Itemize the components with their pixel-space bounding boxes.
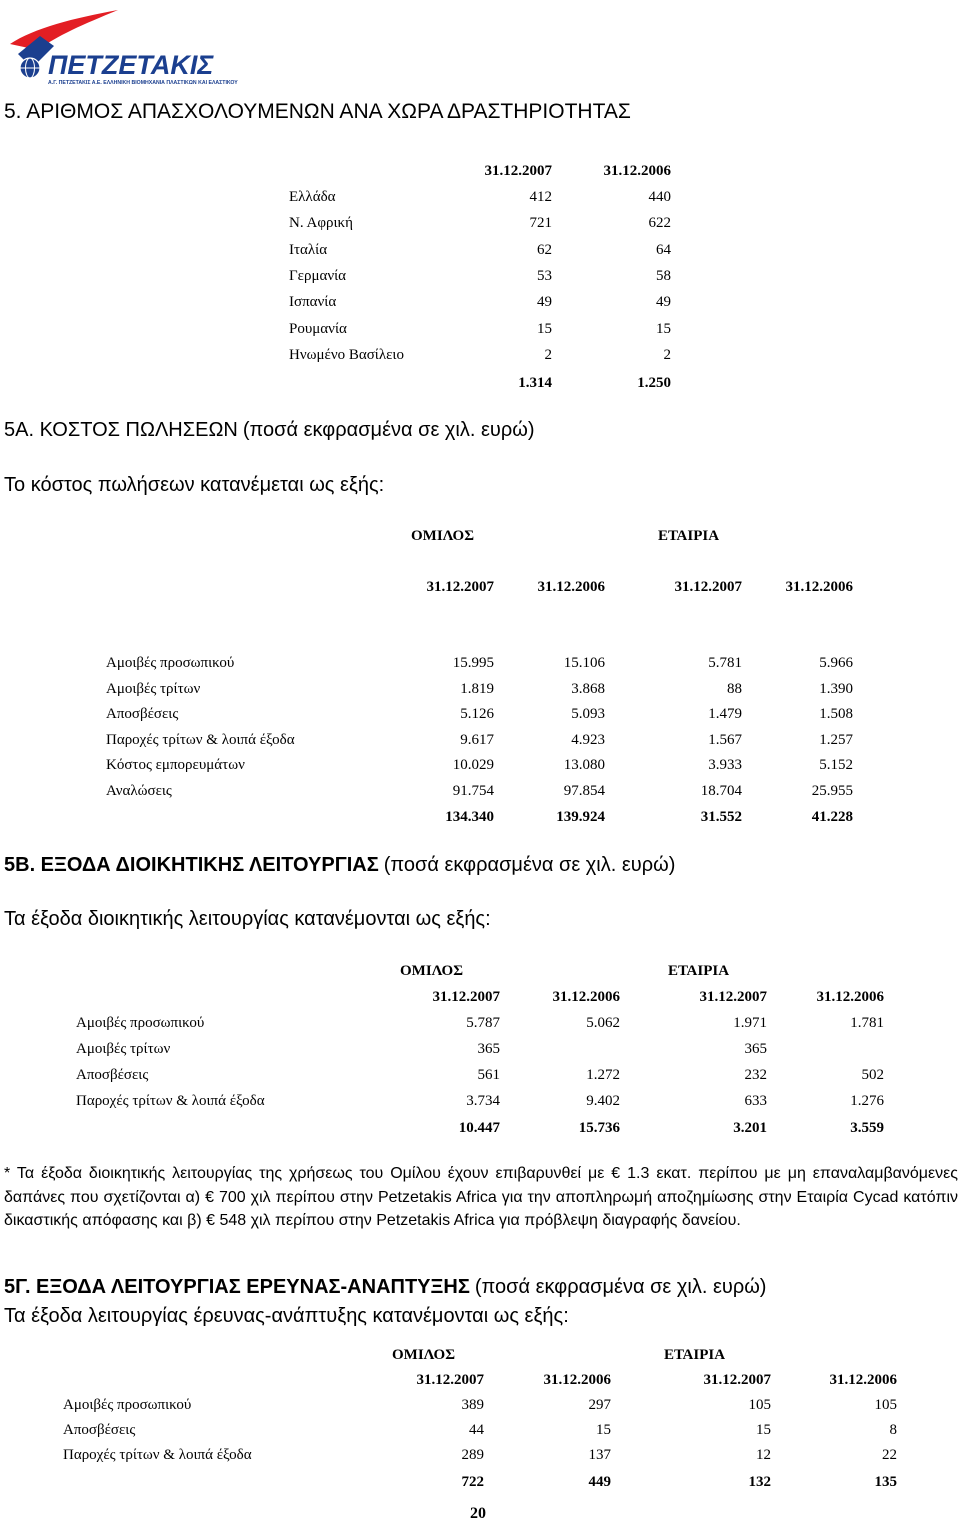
row-label: Ισπανία (289, 294, 337, 311)
column-header: 31.12.2006 (537, 579, 605, 595)
cell-value: 18.704 (700, 782, 742, 799)
cell-value: 15 (656, 320, 671, 337)
row-label: Αμοιβές προσωπικού (106, 655, 235, 671)
cell-value: 1.479 (708, 706, 742, 722)
cell-value: 10.029 (452, 757, 494, 773)
total-value: 132 (748, 1474, 771, 1490)
cell-value: 5.966 (819, 655, 853, 671)
cell-value: 1.257 (819, 731, 853, 748)
cell-value: 440 (648, 189, 671, 205)
cell-value: 502 (861, 1067, 884, 1083)
cell-value: 3.933 (708, 757, 742, 773)
total-value: 134.340 (445, 809, 494, 825)
company-header: ΕΤΑΙΡΙΑ (668, 963, 730, 979)
cell-value: 15.995 (452, 655, 494, 671)
row-label: Παροχές τρίτων & λοιπά έξοδα (76, 1093, 265, 1109)
row-label: Αποσβέσεις (76, 1067, 149, 1083)
cell-value: 1.781 (850, 1015, 884, 1031)
logo-brand-text: ΠΕΤΖΕΤΑΚΙΣ (48, 50, 214, 80)
cell-value: 3.868 (571, 680, 605, 697)
total-value: 1.314 (518, 375, 552, 391)
section-5a-intro: Το κόστος πωλήσεων κατανέμεται ως εξής: (4, 474, 385, 496)
row-label: Παροχές τρίτων & λοιπά έξοδα (106, 731, 295, 748)
cell-value: 105 (874, 1397, 897, 1413)
section-5-title: 5. ΑΡΙΘΜΟΣ ΑΠΑΣΧΟΛΟΥΜΕΝΩΝ ΑΝΑ ΧΩΡΑ ΔΡΑΣΤΗΡΙΟΤΗΤΑΣ (4, 100, 631, 123)
cell-value: 297 (588, 1397, 611, 1413)
column-header: 31.12.2007 (432, 989, 500, 1005)
row-label: Ρουμανία (289, 320, 347, 337)
logo-subtitle-text: Α.Γ. ΠΕΤΖΕΤΑΚΙΣ Α.Ε. ΕΛΛΗΝΙΚΗ ΒΙΟΜΗΧΑΝΙΑ ΠΛΑΣΤΙΚΩΝ ΚΑΙ ΕΛΑΣΤΙΚΟΥ (48, 80, 238, 86)
row-label: Ηνωμένο Βασίλειο (289, 346, 404, 363)
section-5b-title-bold: 5Β. ΕΞΟΔΑ ΔΙΟΙΚΗΤΙΚΗΣ ΛΕΙΤΟΥΡΓΙΑΣ (4, 854, 379, 876)
cell-value: 49 (537, 294, 552, 311)
column-header: 31.12.2007 (484, 163, 552, 179)
cell-value: 1.971 (733, 1015, 767, 1031)
cell-value: 15 (596, 1422, 611, 1438)
cell-value: 15 (537, 320, 552, 337)
cell-value: 721 (529, 215, 552, 232)
total-value: 15.736 (578, 1120, 620, 1136)
cell-value: 22 (882, 1447, 897, 1463)
column-header: 31.12.2007 (426, 579, 494, 595)
column-header: 31.12.2007 (699, 989, 767, 1005)
column-header: 31.12.2006 (552, 989, 620, 1005)
column-header: 31.12.2006 (816, 989, 884, 1005)
section-5b-note: * Τα έξοδα διοικητικής λειτουργίας της χρήσεως του Ομίλου έχουν επιβαρυνθεί με € 1.3 εκατ. περίπου με μη επαναλαμβανόμενες δαπάνες που σχετίζονται α) € 700 χιλ περίπου στην Petzetakis Africa για την αποπληρωμή αποζημίωσης στην Εταιρία Cycad κατόπιν δικαστικής απόφασης και β) € 548 χιλ περίπου στην Petzetakis Africa για πρόβλεψη διαγραφής δανείου. (4, 1165, 958, 1229)
total-value: 31.552 (700, 809, 742, 825)
cell-value: 15.106 (563, 655, 605, 671)
group-header: ΟΜΙΛΟΣ (392, 1347, 456, 1363)
row-label: Γερμανία (289, 267, 347, 284)
row-label: Αποσβέσεις (63, 1422, 136, 1438)
cell-value: 53 (537, 267, 552, 284)
cell-value: 62 (537, 241, 552, 258)
cell-value: 1.390 (819, 680, 853, 697)
cell-value: 25.955 (811, 782, 853, 799)
cell-value: 365 (477, 1041, 500, 1057)
section-5a-title-bold: 5Α. ΚΟΣΤΟΣ ΠΩΛΗΣΕΩΝ (4, 419, 238, 441)
section-5c-title-bold: 5Γ. ΕΞΟΔΑ ΛΕΙΤΟΥΡΓΙΑΣ ΕΡΕΥΝΑΣ-ΑΝΑΠΤΥΞΗΣ (4, 1276, 470, 1298)
total-value: 449 (588, 1474, 611, 1490)
total-value: 135 (874, 1474, 897, 1490)
cell-value: 13.080 (563, 757, 605, 773)
section-5c-title-rest: (ποσά εκφρασμένα σε χιλ. ευρώ) (474, 1276, 767, 1298)
cell-value: 64 (656, 241, 671, 258)
cell-value: 9.617 (460, 731, 494, 748)
cell-value: 12 (756, 1447, 771, 1463)
cell-value: 232 (744, 1067, 767, 1083)
total-value: 41.228 (811, 809, 853, 825)
total-value: 722 (461, 1474, 484, 1490)
row-label: Παροχές τρίτων & λοιπά έξοδα (63, 1447, 252, 1463)
column-header: 31.12.2007 (416, 1372, 484, 1388)
cell-value: 2 (544, 346, 552, 363)
cell-value: 2 (663, 346, 671, 363)
section-5b-intro: Τα έξοδα διοικητικής λειτουργίας κατανέμονται ως εξής: (4, 908, 491, 930)
cell-value: 88 (727, 680, 742, 697)
cell-value: 1.276 (850, 1093, 884, 1109)
section-5a-title-rest: (ποσά εκφρασμένα σε χιλ. ευρώ) (242, 419, 535, 441)
cell-value: 8 (889, 1422, 897, 1438)
column-header: 31.12.2007 (703, 1372, 771, 1388)
column-header: 31.12.2007 (674, 579, 742, 595)
row-label: Αμοιβές προσωπικού (76, 1015, 205, 1031)
row-label: Ν. Αφρική (289, 215, 353, 232)
column-header: 31.12.2006 (603, 163, 671, 179)
cell-value: 5.126 (460, 706, 494, 722)
section-5b-title (4, 854, 675, 877)
row-label: Ιταλία (289, 241, 328, 258)
cell-value: 3.734 (466, 1093, 500, 1109)
total-value: 139.924 (556, 809, 605, 825)
cell-value: 105 (748, 1397, 771, 1413)
cell-value: 15 (756, 1422, 771, 1438)
row-label: Κόστος εμπορευμάτων (106, 757, 245, 773)
cell-value: 289 (461, 1447, 484, 1463)
company-logo (4, 6, 244, 86)
row-label: Αμοιβές προσωπικού (63, 1397, 192, 1413)
cell-value: 1.567 (708, 731, 742, 748)
cell-value: 412 (529, 189, 552, 205)
cell-value: 5.093 (571, 706, 605, 722)
cell-value: 1.272 (586, 1067, 620, 1083)
cell-value: 91.754 (452, 782, 494, 799)
cell-value: 622 (648, 215, 671, 232)
company-header: ΕΤΑΙΡΙΑ (658, 528, 720, 544)
section-5b-title-rest: (ποσά εκφρασμένα σε χιλ. ευρώ) (383, 854, 676, 876)
cell-value: 97.854 (563, 782, 605, 799)
cell-value: 137 (588, 1447, 611, 1463)
total-value: 1.250 (637, 375, 671, 391)
cell-value: 561 (477, 1067, 500, 1083)
cell-value: 365 (744, 1041, 767, 1057)
cell-value: 44 (469, 1422, 484, 1438)
cell-value: 58 (656, 267, 671, 284)
section-5c-title (4, 1276, 766, 1299)
row-label: Ελλάδα (289, 189, 336, 205)
cell-value: 5.787 (466, 1015, 500, 1031)
group-header: ΟΜΙΛΟΣ (400, 963, 464, 979)
section-5a-title (4, 419, 534, 442)
cell-value: 49 (656, 294, 671, 311)
column-header: 31.12.2006 (785, 579, 853, 595)
section-5c-intro: Τα έξοδα λειτουργίας έρευνας-ανάπτυξης κατανέμονται ως εξής: (4, 1305, 569, 1327)
page-number: 20 (470, 1505, 486, 1522)
total-value: 3.201 (733, 1120, 767, 1136)
cell-value: 9.402 (586, 1093, 620, 1109)
row-label: Αποσβέσεις (106, 706, 179, 722)
cell-value: 5.781 (708, 655, 742, 671)
cell-value: 633 (744, 1093, 767, 1109)
cell-value: 4.923 (571, 731, 605, 748)
total-value: 3.559 (850, 1120, 884, 1136)
cell-value: 389 (461, 1397, 484, 1413)
row-label: Αμοιβές τρίτων (76, 1041, 171, 1057)
company-header: ΕΤΑΙΡΙΑ (664, 1347, 726, 1363)
group-header: ΟΜΙΛΟΣ (411, 528, 475, 544)
cell-value: 1.819 (460, 680, 494, 697)
total-value: 10.447 (458, 1120, 500, 1136)
row-label: Αμοιβές τρίτων (106, 680, 201, 697)
column-header: 31.12.2006 (543, 1372, 611, 1388)
cell-value: 5.152 (819, 757, 853, 773)
column-header: 31.12.2006 (829, 1372, 897, 1388)
cell-value: 1.508 (819, 706, 853, 722)
cell-value: 5.062 (586, 1015, 620, 1031)
row-label: Αναλώσεις (106, 782, 172, 799)
